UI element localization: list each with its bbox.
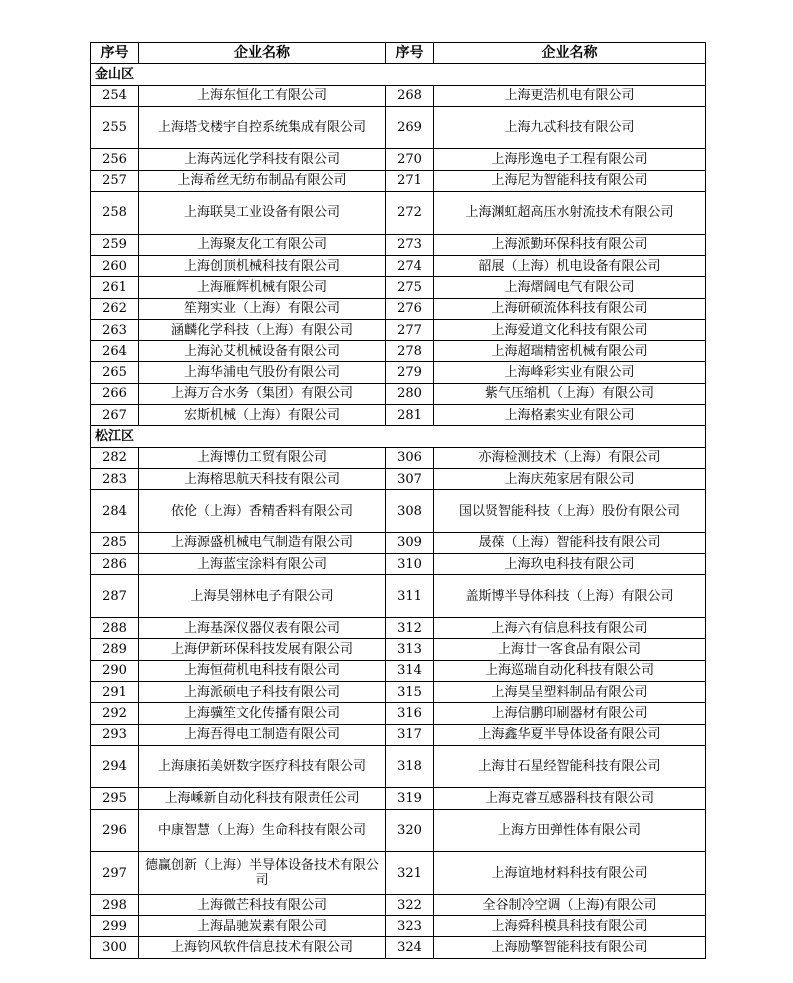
table-row bbox=[91, 724, 706, 745]
row-number: 271 bbox=[386, 170, 434, 191]
row-number: 307 bbox=[386, 468, 434, 489]
company-name: 上海超瑞精密机械有限公司 bbox=[434, 341, 706, 362]
company-name: 上海沁艾机械设备有限公司 bbox=[139, 341, 386, 362]
row-number: 274 bbox=[386, 255, 434, 276]
row-number: 306 bbox=[386, 447, 434, 468]
company-name: 上海舜科模具科技有限公司 bbox=[434, 916, 706, 937]
company-name: 上海吾得电工制造有限公司 bbox=[139, 724, 386, 745]
row-number: 314 bbox=[386, 660, 434, 681]
row-number: 300 bbox=[91, 937, 139, 958]
row-number: 263 bbox=[91, 319, 139, 340]
row-number: 318 bbox=[386, 745, 434, 788]
row-number: 287 bbox=[91, 575, 139, 618]
row-number: 289 bbox=[91, 639, 139, 660]
company-name: 全谷制冷空调（上海)有限公司 bbox=[434, 894, 706, 915]
company-name: 德赢创新（上海）半导体设备技术有限公司 bbox=[139, 852, 386, 895]
row-number: 267 bbox=[91, 405, 139, 426]
row-number: 276 bbox=[386, 298, 434, 319]
header-no: 序号 bbox=[91, 43, 139, 64]
table-row bbox=[91, 681, 706, 702]
company-name: 上海昊翎林电子有限公司 bbox=[139, 575, 386, 618]
row-number: 321 bbox=[386, 852, 434, 895]
row-number: 268 bbox=[386, 85, 434, 106]
table-row bbox=[91, 937, 706, 958]
row-number: 283 bbox=[91, 468, 139, 489]
row-number: 299 bbox=[91, 916, 139, 937]
row-number: 281 bbox=[386, 405, 434, 426]
company-name: 上海芮远化学科技有限公司 bbox=[139, 149, 386, 170]
header-company-name: 企业名称 bbox=[434, 43, 706, 64]
company-name: 涵麟化学科技（上海）有限公司 bbox=[139, 319, 386, 340]
row-number: 278 bbox=[386, 341, 434, 362]
row-number: 297 bbox=[91, 852, 139, 895]
company-name: 上海康拓美妍数字医疗科技有限公司 bbox=[139, 745, 386, 788]
row-number: 293 bbox=[91, 724, 139, 745]
row-number: 310 bbox=[386, 554, 434, 575]
row-number: 270 bbox=[386, 149, 434, 170]
company-name: 上海博仂工贸有限公司 bbox=[139, 447, 386, 468]
row-number: 269 bbox=[386, 106, 434, 149]
row-number: 257 bbox=[91, 170, 139, 191]
section-title: 金山区 bbox=[91, 64, 706, 85]
row-number: 308 bbox=[386, 490, 434, 533]
row-number: 288 bbox=[91, 618, 139, 639]
table-row bbox=[91, 916, 706, 937]
table-row bbox=[91, 362, 706, 383]
row-number: 284 bbox=[91, 490, 139, 533]
row-number: 262 bbox=[91, 298, 139, 319]
company-name: 上海派硕电子科技有限公司 bbox=[139, 681, 386, 702]
company-name: 上海峰彩实业有限公司 bbox=[434, 362, 706, 383]
row-number: 261 bbox=[91, 277, 139, 298]
table-row bbox=[91, 319, 706, 340]
table-row bbox=[91, 298, 706, 319]
company-name: 上海鑫华夏半导体设备有限公司 bbox=[434, 724, 706, 745]
table-row bbox=[91, 703, 706, 724]
company-name: 亦海检测技术（上海）有限公司 bbox=[434, 447, 706, 468]
header-no: 序号 bbox=[386, 43, 434, 64]
table-row bbox=[91, 170, 706, 191]
company-name: 上海东恒化工有限公司 bbox=[139, 85, 386, 106]
row-number: 313 bbox=[386, 639, 434, 660]
row-number: 272 bbox=[386, 192, 434, 235]
row-number: 312 bbox=[386, 618, 434, 639]
company-name: 上海谊地材料科技有限公司 bbox=[434, 852, 706, 895]
table-row bbox=[91, 277, 706, 298]
company-name: 上海克睿互感器科技有限公司 bbox=[434, 788, 706, 809]
company-name: 上海派勤环保科技有限公司 bbox=[434, 234, 706, 255]
row-number: 275 bbox=[386, 277, 434, 298]
table-row bbox=[91, 447, 706, 468]
company-name: 上海彤逸电子工程有限公司 bbox=[434, 149, 706, 170]
section-title: 松江区 bbox=[91, 426, 706, 447]
table-row bbox=[91, 149, 706, 170]
company-name: 上海爱道文化科技有限公司 bbox=[434, 319, 706, 340]
company-name: 上海华浦电气股份有限公司 bbox=[139, 362, 386, 383]
row-number: 296 bbox=[91, 809, 139, 852]
row-number: 286 bbox=[91, 554, 139, 575]
row-number: 273 bbox=[386, 234, 434, 255]
company-name: 上海蓝宝涂料有限公司 bbox=[139, 554, 386, 575]
company-name: 上海玖电科技有限公司 bbox=[434, 554, 706, 575]
row-number: 295 bbox=[91, 788, 139, 809]
company-name: 上海甘石星经智能科技有限公司 bbox=[434, 745, 706, 788]
row-number: 292 bbox=[91, 703, 139, 724]
company-name: 上海熠阔电气有限公司 bbox=[434, 277, 706, 298]
company-name: 紫气压缩机（上海）有限公司 bbox=[434, 383, 706, 404]
table-row bbox=[91, 639, 706, 660]
row-number: 279 bbox=[386, 362, 434, 383]
company-name: 依伦（上海）香精香料有限公司 bbox=[139, 490, 386, 533]
company-name: 上海励擎智能科技有限公司 bbox=[434, 937, 706, 958]
row-number: 320 bbox=[386, 809, 434, 852]
section-row bbox=[91, 64, 706, 85]
company-name: 上海嵊新自动化科技有限责任公司 bbox=[139, 788, 386, 809]
row-number: 285 bbox=[91, 532, 139, 553]
row-number: 316 bbox=[386, 703, 434, 724]
company-name: 上海微芒科技有限公司 bbox=[139, 894, 386, 915]
section-row bbox=[91, 426, 706, 447]
table-row bbox=[91, 383, 706, 404]
table-row bbox=[91, 405, 706, 426]
table-row bbox=[91, 106, 706, 149]
row-number: 255 bbox=[91, 106, 139, 149]
company-name: 笙翔实业（上海）有限公司 bbox=[139, 298, 386, 319]
row-number: 259 bbox=[91, 234, 139, 255]
table-row bbox=[91, 234, 706, 255]
row-number: 322 bbox=[386, 894, 434, 915]
row-number: 264 bbox=[91, 341, 139, 362]
company-name: 上海晶驰炭素有限公司 bbox=[139, 916, 386, 937]
table-row bbox=[91, 809, 706, 852]
row-number: 294 bbox=[91, 745, 139, 788]
company-name: 上海研硕流体科技有限公司 bbox=[434, 298, 706, 319]
company-name: 上海万合水务（集团）有限公司 bbox=[139, 383, 386, 404]
table-row bbox=[91, 532, 706, 553]
company-name: 上海九忒科技有限公司 bbox=[434, 106, 706, 149]
company-name: 宏斯机械（上海）有限公司 bbox=[139, 405, 386, 426]
company-name: 上海基深仪器仪表有限公司 bbox=[139, 618, 386, 639]
company-name: 上海钧风软件信息技术有限公司 bbox=[139, 937, 386, 958]
row-number: 280 bbox=[386, 383, 434, 404]
company-name: 上海巡瑞自动化科技有限公司 bbox=[434, 660, 706, 681]
table-row bbox=[91, 852, 706, 895]
table-row bbox=[91, 894, 706, 915]
table-row bbox=[91, 575, 706, 618]
company-name: 上海榕思航天科技有限公司 bbox=[139, 468, 386, 489]
company-name: 上海骥笙文化传播有限公司 bbox=[139, 703, 386, 724]
company-name: 上海恒荷机电科技有限公司 bbox=[139, 660, 386, 681]
row-number: 290 bbox=[91, 660, 139, 681]
row-number: 298 bbox=[91, 894, 139, 915]
row-number: 258 bbox=[91, 192, 139, 235]
row-number: 265 bbox=[91, 362, 139, 383]
row-number: 317 bbox=[386, 724, 434, 745]
company-name: 上海雁辉机械有限公司 bbox=[139, 277, 386, 298]
company-name: 上海方田弹性体有限公司 bbox=[434, 809, 706, 852]
row-number: 260 bbox=[91, 255, 139, 276]
company-name: 上海渊虹超高压水射流技术有限公司 bbox=[434, 192, 706, 235]
company-name: 上海创顶机械科技有限公司 bbox=[139, 255, 386, 276]
company-name: 上海联昊工业设备有限公司 bbox=[139, 192, 386, 235]
table-row bbox=[91, 788, 706, 809]
row-number: 311 bbox=[386, 575, 434, 618]
row-number: 282 bbox=[91, 447, 139, 468]
table-row bbox=[91, 660, 706, 681]
company-name: 上海更浩机电有限公司 bbox=[434, 85, 706, 106]
company-name: 上海尼为智能科技有限公司 bbox=[434, 170, 706, 191]
company-name: 盖斯博半导体科技（上海）有限公司 bbox=[434, 575, 706, 618]
table-row bbox=[91, 255, 706, 276]
company-name: 国以贤智能科技（上海）股份有限公司 bbox=[434, 490, 706, 533]
table-row bbox=[91, 341, 706, 362]
row-number: 291 bbox=[91, 681, 139, 702]
company-name: 晟葆（上海）智能科技有限公司 bbox=[434, 532, 706, 553]
row-number: 323 bbox=[386, 916, 434, 937]
company-name: 上海塔戈楼宇自控系统集成有限公司 bbox=[139, 106, 386, 149]
company-name: 韶展（上海）机电设备有限公司 bbox=[434, 255, 706, 276]
company-name: 上海格素实业有限公司 bbox=[434, 405, 706, 426]
row-number: 309 bbox=[386, 532, 434, 553]
company-name: 中康智慧（上海）生命科技有限公司 bbox=[139, 809, 386, 852]
company-name: 上海聚友化工有限公司 bbox=[139, 234, 386, 255]
table-row bbox=[91, 85, 706, 106]
company-name: 上海希丝无纺布制品有限公司 bbox=[139, 170, 386, 191]
row-number: 315 bbox=[386, 681, 434, 702]
table-row bbox=[91, 468, 706, 489]
company-name: 上海昊呈塑料制品有限公司 bbox=[434, 681, 706, 702]
row-number: 266 bbox=[91, 383, 139, 404]
table-row bbox=[91, 192, 706, 235]
company-name: 上海廿一客食品有限公司 bbox=[434, 639, 706, 660]
row-number: 324 bbox=[386, 937, 434, 958]
company-name: 上海伊新环保科技发展有限公司 bbox=[139, 639, 386, 660]
header-row bbox=[91, 43, 706, 64]
table-row bbox=[91, 745, 706, 788]
row-number: 319 bbox=[386, 788, 434, 809]
row-number: 277 bbox=[386, 319, 434, 340]
header-company-name: 企业名称 bbox=[139, 43, 386, 64]
company-name: 上海信鹏印刷器材有限公司 bbox=[434, 703, 706, 724]
row-number: 256 bbox=[91, 149, 139, 170]
company-table bbox=[90, 42, 706, 959]
company-name: 上海源盛机械电气制造有限公司 bbox=[139, 532, 386, 553]
company-name: 上海庆苑家居有限公司 bbox=[434, 468, 706, 489]
table-row bbox=[91, 554, 706, 575]
table-row bbox=[91, 490, 706, 533]
row-number: 254 bbox=[91, 85, 139, 106]
table-row bbox=[91, 618, 706, 639]
company-name: 上海六有信息科技有限公司 bbox=[434, 618, 706, 639]
